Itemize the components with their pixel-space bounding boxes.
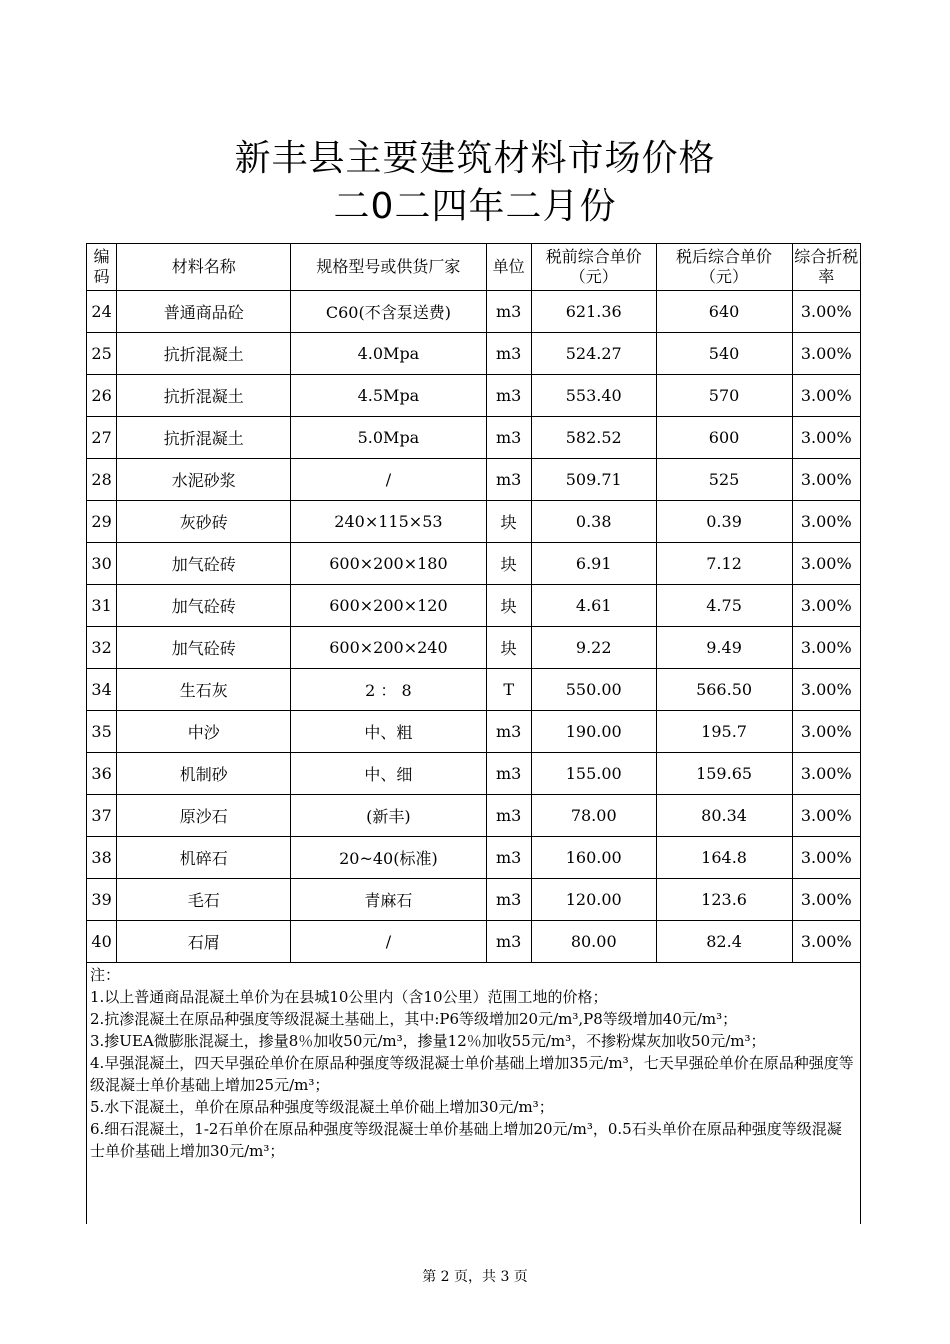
note-item: 5.水下混凝土，单价在原品种强度等级混凝土单价础上增加30元/m³；: [90, 1098, 554, 1116]
cell-unit: m3: [486, 291, 531, 333]
cell-name: 生石灰: [117, 669, 291, 711]
table-row: [87, 627, 861, 669]
cell-tax-rate: 3.00%: [792, 417, 861, 459]
cell-tax-rate: 3.00%: [792, 291, 861, 333]
table-row: [87, 753, 861, 795]
cell-tax-rate: 3.00%: [792, 333, 861, 375]
cell-unit: m3: [486, 921, 531, 963]
cell-spec: 20~40(标准): [291, 837, 486, 879]
note-item: 4.早强混凝土，四天早强砼单价在原品种强度等级混凝士单价基础上增加35元/m³，七天早强砼单价在原品种强度等级混凝士单价基础上增加25元/m³；: [90, 1054, 854, 1094]
cell-unit: 块: [486, 501, 531, 543]
cell-code: 29: [87, 501, 117, 543]
table-row: [87, 669, 861, 711]
cell-name: 抗折混凝土: [117, 375, 291, 417]
cell-pre-tax-price: 6.91: [531, 543, 656, 585]
page-number: 第 2 页，共 3 页: [422, 1269, 528, 1285]
cell-spec: /: [291, 921, 486, 963]
cell-post-tax-price: 566.50: [656, 669, 792, 711]
table-row: [87, 333, 861, 375]
cell-pre-tax-price: 160.00: [531, 837, 656, 879]
cell-pre-tax-price: 80.00: [531, 921, 656, 963]
cell-unit: 块: [486, 627, 531, 669]
cell-post-tax-price: 9.49: [656, 627, 792, 669]
table-row: [87, 375, 861, 417]
cell-pre-tax-price: 120.00: [531, 879, 656, 921]
header-post-tax-price: 税后综合单价（元）: [656, 244, 792, 291]
cell-tax-rate: 3.00%: [792, 375, 861, 417]
table-header-row: [87, 244, 861, 291]
table-row: [87, 459, 861, 501]
note-item: 2.抗渗混凝土在原品种强度等级混凝土基础上，其中:P6等级增加20元/m³,P8等级增加40元/m³；: [90, 1010, 738, 1028]
cell-spec: 600×200×240: [291, 627, 486, 669]
cell-unit: 块: [486, 543, 531, 585]
cell-name: 原沙石: [117, 795, 291, 837]
table-row: [87, 585, 861, 627]
table-row: [87, 711, 861, 753]
cell-name: 灰砂砖: [117, 501, 291, 543]
table-row: [87, 543, 861, 585]
header-name: 材料名称: [117, 244, 291, 291]
notes-section: [86, 962, 861, 1224]
cell-code: 24: [87, 291, 117, 333]
cell-name: 石屑: [117, 921, 291, 963]
cell-pre-tax-price: 524.27: [531, 333, 656, 375]
cell-tax-rate: 3.00%: [792, 921, 861, 963]
cell-code: 32: [87, 627, 117, 669]
cell-unit: T: [486, 669, 531, 711]
note-item: 6.细石混凝土，1-2石单价在原品种强度等级混凝士单价基础上增加20元/m³，0.5石头单价在原品种强度等级混凝士单价基础上增加30元/m³；: [90, 1120, 842, 1160]
cell-post-tax-price: 640: [656, 291, 792, 333]
cell-spec: 中、粗: [291, 711, 486, 753]
cell-spec: 5.0Mpa: [291, 417, 486, 459]
table-row: [87, 837, 861, 879]
cell-unit: m3: [486, 711, 531, 753]
cell-tax-rate: 3.00%: [792, 711, 861, 753]
cell-post-tax-price: 164.8: [656, 837, 792, 879]
cell-spec: 240×115×53: [291, 501, 486, 543]
cell-pre-tax-price: 621.36: [531, 291, 656, 333]
cell-name: 加气砼砖: [117, 627, 291, 669]
cell-code: 38: [87, 837, 117, 879]
cell-name: 机制砂: [117, 753, 291, 795]
table-row: [87, 417, 861, 459]
cell-pre-tax-price: 582.52: [531, 417, 656, 459]
cell-name: 加气砼砖: [117, 585, 291, 627]
cell-code: 25: [87, 333, 117, 375]
header-spec: 规格型号或供货厂家: [291, 244, 486, 291]
cell-unit: 块: [486, 585, 531, 627]
cell-spec: 2 ： 8: [291, 669, 486, 711]
cell-pre-tax-price: 9.22: [531, 627, 656, 669]
cell-spec: 600×200×120: [291, 585, 486, 627]
cell-spec: 4.0Mpa: [291, 333, 486, 375]
cell-spec: (新丰): [291, 795, 486, 837]
cell-tax-rate: 3.00%: [792, 585, 861, 627]
cell-tax-rate: 3.00%: [792, 879, 861, 921]
cell-post-tax-price: 123.6: [656, 879, 792, 921]
cell-spec: 4.5Mpa: [291, 375, 486, 417]
cell-unit: m3: [486, 333, 531, 375]
cell-code: 35: [87, 711, 117, 753]
cell-unit: m3: [486, 459, 531, 501]
header-unit: 单位: [486, 244, 531, 291]
cell-code: 27: [87, 417, 117, 459]
cell-spec: 青麻石: [291, 879, 486, 921]
cell-tax-rate: 3.00%: [792, 837, 861, 879]
cell-post-tax-price: 0.39: [656, 501, 792, 543]
cell-name: 中沙: [117, 711, 291, 753]
cell-name: 抗折混凝土: [117, 417, 291, 459]
cell-tax-rate: 3.00%: [792, 501, 861, 543]
cell-name: 水泥砂浆: [117, 459, 291, 501]
table-row: [87, 291, 861, 333]
cell-name: 毛石: [117, 879, 291, 921]
cell-code: 30: [87, 543, 117, 585]
page-title: 新丰县主要建筑材料市场价格: [234, 138, 716, 179]
cell-code: 26: [87, 375, 117, 417]
cell-unit: m3: [486, 753, 531, 795]
cell-pre-tax-price: 155.00: [531, 753, 656, 795]
cell-post-tax-price: 570: [656, 375, 792, 417]
table-row: [87, 921, 861, 963]
table-body: [87, 291, 861, 963]
page-subtitle: 二0二四年二月份: [333, 186, 617, 227]
cell-post-tax-price: 4.75: [656, 585, 792, 627]
cell-pre-tax-price: 553.40: [531, 375, 656, 417]
cell-code: 39: [87, 879, 117, 921]
note-item: 3.掺UEA微膨胀混凝土，掺量8％加收50元/m³，掺量12％加收55元/m³，不掺粉煤灰加收50元/m³；: [90, 1032, 766, 1050]
cell-name: 普通商品砼: [117, 291, 291, 333]
header-tax-rate: 综合折税率: [792, 244, 861, 291]
cell-spec: /: [291, 459, 486, 501]
cell-unit: m3: [486, 879, 531, 921]
cell-tax-rate: 3.00%: [792, 543, 861, 585]
table-row: [87, 501, 861, 543]
cell-tax-rate: 3.00%: [792, 627, 861, 669]
cell-spec: 中、细: [291, 753, 486, 795]
header-pre-tax-price: 税前综合单价（元）: [531, 244, 656, 291]
cell-code: 34: [87, 669, 117, 711]
cell-post-tax-price: 525: [656, 459, 792, 501]
cell-pre-tax-price: 78.00: [531, 795, 656, 837]
cell-tax-rate: 3.00%: [792, 669, 861, 711]
cell-post-tax-price: 540: [656, 333, 792, 375]
cell-pre-tax-price: 0.38: [531, 501, 656, 543]
cell-spec: C60(不含泵送费): [291, 291, 486, 333]
cell-name: 加气砼砖: [117, 543, 291, 585]
cell-unit: m3: [486, 837, 531, 879]
cell-spec: 600×200×180: [291, 543, 486, 585]
cell-post-tax-price: 82.4: [656, 921, 792, 963]
table-row: [87, 795, 861, 837]
cell-post-tax-price: 7.12: [656, 543, 792, 585]
cell-code: 37: [87, 795, 117, 837]
cell-name: 机碎石: [117, 837, 291, 879]
cell-pre-tax-price: 190.00: [531, 711, 656, 753]
cell-pre-tax-price: 550.00: [531, 669, 656, 711]
cell-tax-rate: 3.00%: [792, 753, 861, 795]
price-table: [86, 243, 861, 963]
cell-post-tax-price: 195.7: [656, 711, 792, 753]
header-code: 编码: [87, 244, 117, 291]
cell-tax-rate: 3.00%: [792, 795, 861, 837]
table-row: [87, 879, 861, 921]
notes-heading: 注：: [90, 966, 121, 984]
cell-unit: m3: [486, 375, 531, 417]
cell-unit: m3: [486, 795, 531, 837]
note-item: 1.以上普通商品混凝土单价为在县城10公里内（含10公里）范围工地的价格；: [90, 988, 608, 1006]
cell-pre-tax-price: 509.71: [531, 459, 656, 501]
cell-post-tax-price: 600: [656, 417, 792, 459]
cell-tax-rate: 3.00%: [792, 459, 861, 501]
notes-list: [90, 986, 856, 1162]
cell-post-tax-price: 159.65: [656, 753, 792, 795]
cell-unit: m3: [486, 417, 531, 459]
cell-code: 40: [87, 921, 117, 963]
cell-code: 31: [87, 585, 117, 627]
cell-name: 抗折混凝土: [117, 333, 291, 375]
cell-code: 28: [87, 459, 117, 501]
cell-post-tax-price: 80.34: [656, 795, 792, 837]
cell-pre-tax-price: 4.61: [531, 585, 656, 627]
cell-code: 36: [87, 753, 117, 795]
